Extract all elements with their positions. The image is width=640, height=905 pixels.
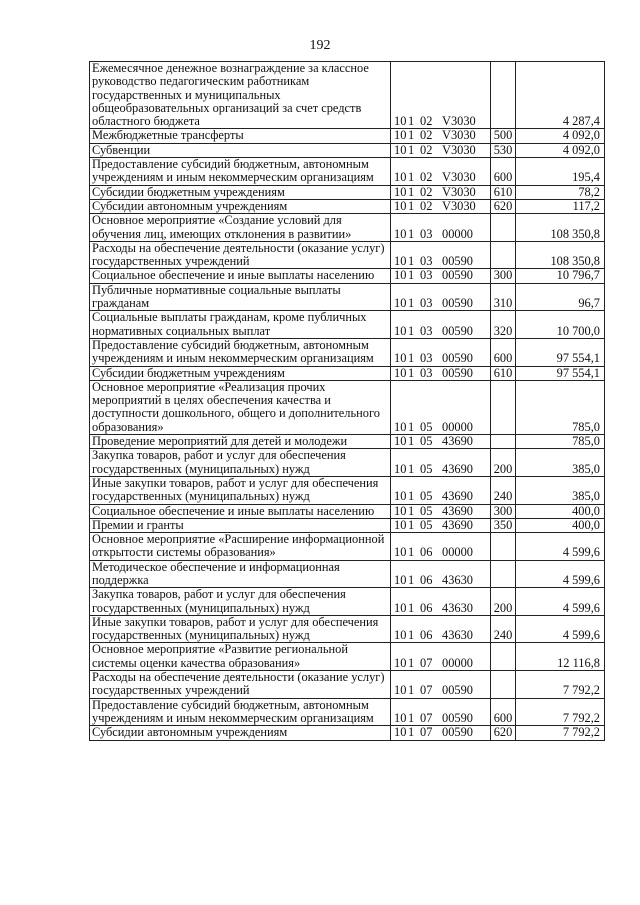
row-expense-type	[491, 671, 516, 699]
code-part-c4: 43690	[442, 489, 473, 504]
table-row	[90, 560, 605, 588]
row-name: Основное мероприятие «Создание условий для обучения лиц, имеющих отклонения в развитии»	[90, 214, 391, 242]
row-name: Предоставление субсидий бюджетным, автономным учреждениям и иным некоммерческим организациям	[90, 338, 391, 366]
code-part-c2: 1	[408, 545, 415, 560]
row-code	[391, 143, 491, 157]
table-row	[90, 449, 605, 477]
table-row	[90, 129, 605, 143]
code-part-c1: 10	[394, 461, 407, 476]
code-part-c3: 03	[420, 351, 433, 366]
row-code	[391, 241, 491, 269]
code-part-c4: V3030	[442, 198, 476, 213]
row-name: Предоставление субсидий бюджетным, автономным учреждениям и иным некоммерческим организациям	[90, 158, 391, 186]
row-code	[391, 533, 491, 561]
table-row	[90, 366, 605, 380]
code-part-c2: 1	[408, 365, 415, 380]
code-part-c3: 05	[420, 419, 433, 434]
row-name: Межбюджетные трансферты	[90, 129, 391, 143]
code-part-c2: 1	[408, 226, 415, 241]
table-row	[90, 185, 605, 199]
row-code	[391, 504, 491, 518]
table-row	[90, 671, 605, 699]
row-sum: 7 792,2	[516, 671, 605, 699]
code-part-c3: 06	[420, 600, 433, 615]
row-sum: 400,0	[516, 518, 605, 532]
row-sum: 97 554,1	[516, 366, 605, 380]
row-sum: 385,0	[516, 449, 605, 477]
code-part-c1: 10	[394, 114, 407, 129]
row-code	[391, 698, 491, 726]
code-part-c2: 1	[408, 434, 415, 449]
row-name: Социальные выплаты гражданам, кроме публичных нормативных социальных выплат	[90, 311, 391, 339]
row-name: Социальное обеспечение и иные выплаты населению	[90, 269, 391, 283]
row-expense-type: 240	[491, 476, 516, 504]
row-sum: 385,0	[516, 476, 605, 504]
code-part-c4: 43630	[442, 600, 473, 615]
row-sum: 7 792,2	[516, 726, 605, 740]
table-row	[90, 726, 605, 740]
row-sum: 12 116,8	[516, 643, 605, 671]
table-row	[90, 199, 605, 213]
code-part-c1: 10	[394, 351, 407, 366]
row-sum: 10 700,0	[516, 311, 605, 339]
budget-table	[89, 61, 605, 741]
code-part-c2: 1	[408, 572, 415, 587]
code-part-c1: 10	[394, 710, 407, 725]
row-expense-type	[491, 241, 516, 269]
row-code	[391, 588, 491, 616]
row-name: Проведение мероприятий для детей и молодежи	[90, 435, 391, 449]
code-part-c1: 10	[394, 517, 407, 532]
code-part-c1: 10	[394, 628, 407, 643]
code-part-c1: 10	[394, 655, 407, 670]
code-part-c1: 10	[394, 268, 407, 283]
row-code	[391, 366, 491, 380]
code-part-c4: 43690	[442, 503, 473, 518]
row-name: Субсидии автономным учреждениям	[90, 726, 391, 740]
code-part-c1: 10	[394, 503, 407, 518]
code-part-c3: 06	[420, 572, 433, 587]
code-part-c2: 1	[408, 628, 415, 643]
row-name: Основное мероприятие «Реализация прочих мероприятий в целях обеспечения качества и доступности дошкольного, общего и дополнительного образования»	[90, 380, 391, 434]
table-row	[90, 588, 605, 616]
code-part-c3: 07	[420, 710, 433, 725]
table-row	[90, 143, 605, 157]
code-part-c2: 1	[408, 351, 415, 366]
row-sum: 4 092,0	[516, 129, 605, 143]
code-part-c2: 1	[408, 323, 415, 338]
row-sum: 96,7	[516, 283, 605, 311]
code-part-c3: 03	[420, 365, 433, 380]
row-sum: 4 287,4	[516, 62, 605, 129]
code-part-c1: 10	[394, 184, 407, 199]
row-code	[391, 283, 491, 311]
code-part-c3: 03	[420, 226, 433, 241]
code-part-c4: V3030	[442, 114, 476, 129]
row-expense-type: 320	[491, 311, 516, 339]
code-part-c2: 1	[408, 710, 415, 725]
row-code	[391, 449, 491, 477]
code-part-c1: 10	[394, 198, 407, 213]
code-part-c3: 07	[420, 683, 433, 698]
code-part-c1: 10	[394, 683, 407, 698]
table-row	[90, 338, 605, 366]
code-part-c1: 10	[394, 489, 407, 504]
code-part-c1: 10	[394, 226, 407, 241]
code-part-c2: 1	[408, 655, 415, 670]
row-sum: 4 599,6	[516, 615, 605, 643]
row-code	[391, 62, 491, 129]
code-part-c2: 1	[408, 184, 415, 199]
code-part-c2: 1	[408, 198, 415, 213]
code-part-c1: 10	[394, 725, 407, 740]
code-part-c4: 00590	[442, 268, 473, 283]
code-part-c3: 05	[420, 461, 433, 476]
row-name: Субвенции	[90, 143, 391, 157]
table-row	[90, 158, 605, 186]
code-part-c4: V3030	[442, 142, 476, 157]
table-row	[90, 435, 605, 449]
code-part-c1: 10	[394, 128, 407, 143]
row-sum: 4 599,6	[516, 588, 605, 616]
table-row	[90, 476, 605, 504]
row-code	[391, 214, 491, 242]
code-part-c2: 1	[408, 461, 415, 476]
row-sum: 195,4	[516, 158, 605, 186]
code-part-c2: 1	[408, 489, 415, 504]
code-part-c3: 03	[420, 323, 433, 338]
row-expense-type	[491, 380, 516, 434]
row-name: Расходы на обеспечение деятельности (оказание услуг) государственных учреждений	[90, 671, 391, 699]
row-expense-type: 200	[491, 588, 516, 616]
code-part-c4: V3030	[442, 170, 476, 185]
table-row	[90, 698, 605, 726]
table-row	[90, 283, 605, 311]
row-sum: 117,2	[516, 199, 605, 213]
table-row	[90, 269, 605, 283]
row-name: Расходы на обеспечение деятельности (оказание услуг) государственных учреждений	[90, 241, 391, 269]
code-part-c2: 1	[408, 419, 415, 434]
row-name: Методическое обеспечение и информационная поддержка	[90, 560, 391, 588]
row-code	[391, 338, 491, 366]
row-name: Субсидии бюджетным учреждениям	[90, 366, 391, 380]
code-part-c4: 00590	[442, 365, 473, 380]
code-part-c4: 00000	[442, 226, 473, 241]
row-code	[391, 476, 491, 504]
row-expense-type	[491, 435, 516, 449]
code-part-c4: 00590	[442, 725, 473, 740]
row-sum: 785,0	[516, 435, 605, 449]
row-code	[391, 269, 491, 283]
code-part-c2: 1	[408, 600, 415, 615]
code-part-c2: 1	[408, 503, 415, 518]
row-name: Закупка товаров, работ и услуг для обеспечения государственных (муниципальных) нужд	[90, 449, 391, 477]
row-name: Субсидии бюджетным учреждениям	[90, 185, 391, 199]
row-expense-type	[491, 643, 516, 671]
row-sum: 97 554,1	[516, 338, 605, 366]
row-code	[391, 435, 491, 449]
code-part-c4: 00590	[442, 254, 473, 269]
table-body	[90, 62, 605, 741]
code-part-c4: 00000	[442, 655, 473, 670]
row-code	[391, 158, 491, 186]
code-part-c4: 00000	[442, 545, 473, 560]
row-name: Субсидии автономным учреждениям	[90, 199, 391, 213]
row-sum: 108 350,8	[516, 214, 605, 242]
row-name: Иные закупки товаров, работ и услуг для обеспечения государственных (муниципальных) нужд	[90, 615, 391, 643]
row-sum: 400,0	[516, 504, 605, 518]
row-expense-type	[491, 214, 516, 242]
row-code	[391, 199, 491, 213]
code-part-c2: 1	[408, 683, 415, 698]
row-name: Основное мероприятие «Развитие региональной системы оценки качества образования»	[90, 643, 391, 671]
code-part-c3: 02	[420, 142, 433, 157]
code-part-c3: 05	[420, 503, 433, 518]
row-name: Премии и гранты	[90, 518, 391, 532]
code-part-c2: 1	[408, 114, 415, 129]
row-expense-type	[491, 533, 516, 561]
row-code	[391, 615, 491, 643]
code-part-c4: 00590	[442, 296, 473, 311]
code-part-c2: 1	[408, 268, 415, 283]
row-expense-type: 530	[491, 143, 516, 157]
code-part-c1: 10	[394, 434, 407, 449]
row-sum: 785,0	[516, 380, 605, 434]
code-part-c3: 06	[420, 628, 433, 643]
row-expense-type: 310	[491, 283, 516, 311]
table-row	[90, 518, 605, 532]
code-part-c2: 1	[408, 517, 415, 532]
code-part-c1: 10	[394, 419, 407, 434]
table-row	[90, 214, 605, 242]
code-part-c4: V3030	[442, 128, 476, 143]
code-part-c1: 10	[394, 170, 407, 185]
row-expense-type: 600	[491, 698, 516, 726]
row-name: Предоставление субсидий бюджетным, автономным учреждениям и иным некоммерческим организациям	[90, 698, 391, 726]
code-part-c3: 05	[420, 489, 433, 504]
row-code	[391, 671, 491, 699]
row-name: Ежемесячное денежное вознаграждение за классное руководство педагогическим работникам государственных и муниципальных общеобразовательных организаций за счет средств областного бюджета	[90, 62, 391, 129]
row-expense-type: 300	[491, 504, 516, 518]
row-name: Закупка товаров, работ и услуг для обеспечения государственных (муниципальных) нужд	[90, 588, 391, 616]
code-part-c3: 07	[420, 725, 433, 740]
row-expense-type: 600	[491, 338, 516, 366]
row-expense-type: 350	[491, 518, 516, 532]
code-part-c4: 00000	[442, 419, 473, 434]
code-part-c1: 10	[394, 365, 407, 380]
row-code	[391, 311, 491, 339]
row-code	[391, 560, 491, 588]
code-part-c1: 10	[394, 545, 407, 560]
row-sum: 4 599,6	[516, 533, 605, 561]
table-row	[90, 615, 605, 643]
code-part-c3: 05	[420, 434, 433, 449]
row-name: Основное мероприятие «Расширение информационной открытости системы образования»	[90, 533, 391, 561]
code-part-c2: 1	[408, 296, 415, 311]
row-expense-type: 240	[491, 615, 516, 643]
code-part-c1: 10	[394, 254, 407, 269]
code-part-c1: 10	[394, 296, 407, 311]
code-part-c1: 10	[394, 572, 407, 587]
table-row	[90, 241, 605, 269]
code-part-c4: 43690	[442, 517, 473, 532]
row-code	[391, 129, 491, 143]
table-row	[90, 62, 605, 129]
table-row	[90, 504, 605, 518]
code-part-c4: 00590	[442, 683, 473, 698]
row-expense-type	[491, 62, 516, 129]
row-code	[391, 518, 491, 532]
row-expense-type: 300	[491, 269, 516, 283]
row-sum: 4 092,0	[516, 143, 605, 157]
code-part-c4: 43690	[442, 461, 473, 476]
code-part-c4: 43690	[442, 434, 473, 449]
table-row	[90, 643, 605, 671]
row-code	[391, 380, 491, 434]
code-part-c3: 05	[420, 517, 433, 532]
code-part-c4: 43630	[442, 572, 473, 587]
row-name: Публичные нормативные социальные выплаты гражданам	[90, 283, 391, 311]
code-part-c4: 00590	[442, 323, 473, 338]
row-expense-type: 610	[491, 185, 516, 199]
row-sum: 10 796,7	[516, 269, 605, 283]
code-part-c4: 00590	[442, 351, 473, 366]
code-part-c2: 1	[408, 128, 415, 143]
code-part-c2: 1	[408, 142, 415, 157]
code-part-c3: 06	[420, 545, 433, 560]
code-part-c2: 1	[408, 170, 415, 185]
row-expense-type: 610	[491, 366, 516, 380]
code-part-c4: 00590	[442, 710, 473, 725]
row-code	[391, 185, 491, 199]
row-sum: 4 599,6	[516, 560, 605, 588]
code-part-c4: V3030	[442, 184, 476, 199]
code-part-c4: 43630	[442, 628, 473, 643]
code-part-c1: 10	[394, 142, 407, 157]
code-part-c3: 02	[420, 170, 433, 185]
row-expense-type: 620	[491, 726, 516, 740]
table-row	[90, 380, 605, 434]
row-expense-type	[491, 560, 516, 588]
row-expense-type: 620	[491, 199, 516, 213]
row-name: Социальное обеспечение и иные выплаты населению	[90, 504, 391, 518]
code-part-c3: 02	[420, 128, 433, 143]
code-part-c3: 02	[420, 114, 433, 129]
row-code	[391, 643, 491, 671]
row-code	[391, 726, 491, 740]
code-part-c3: 03	[420, 254, 433, 269]
code-part-c3: 02	[420, 198, 433, 213]
code-part-c3: 07	[420, 655, 433, 670]
code-part-c3: 03	[420, 296, 433, 311]
code-part-c1: 10	[394, 600, 407, 615]
code-part-c3: 03	[420, 268, 433, 283]
row-expense-type: 200	[491, 449, 516, 477]
code-part-c2: 1	[408, 725, 415, 740]
row-expense-type: 500	[491, 129, 516, 143]
page-number: 192	[309, 38, 331, 53]
row-sum: 78,2	[516, 185, 605, 199]
code-part-c3: 02	[420, 184, 433, 199]
row-name: Иные закупки товаров, работ и услуг для обеспечения государственных (муниципальных) нужд	[90, 476, 391, 504]
table-row	[90, 533, 605, 561]
code-part-c1: 10	[394, 323, 407, 338]
code-part-c2: 1	[408, 254, 415, 269]
table-row	[90, 311, 605, 339]
row-sum: 108 350,8	[516, 241, 605, 269]
row-expense-type: 600	[491, 158, 516, 186]
row-sum: 7 792,2	[516, 698, 605, 726]
